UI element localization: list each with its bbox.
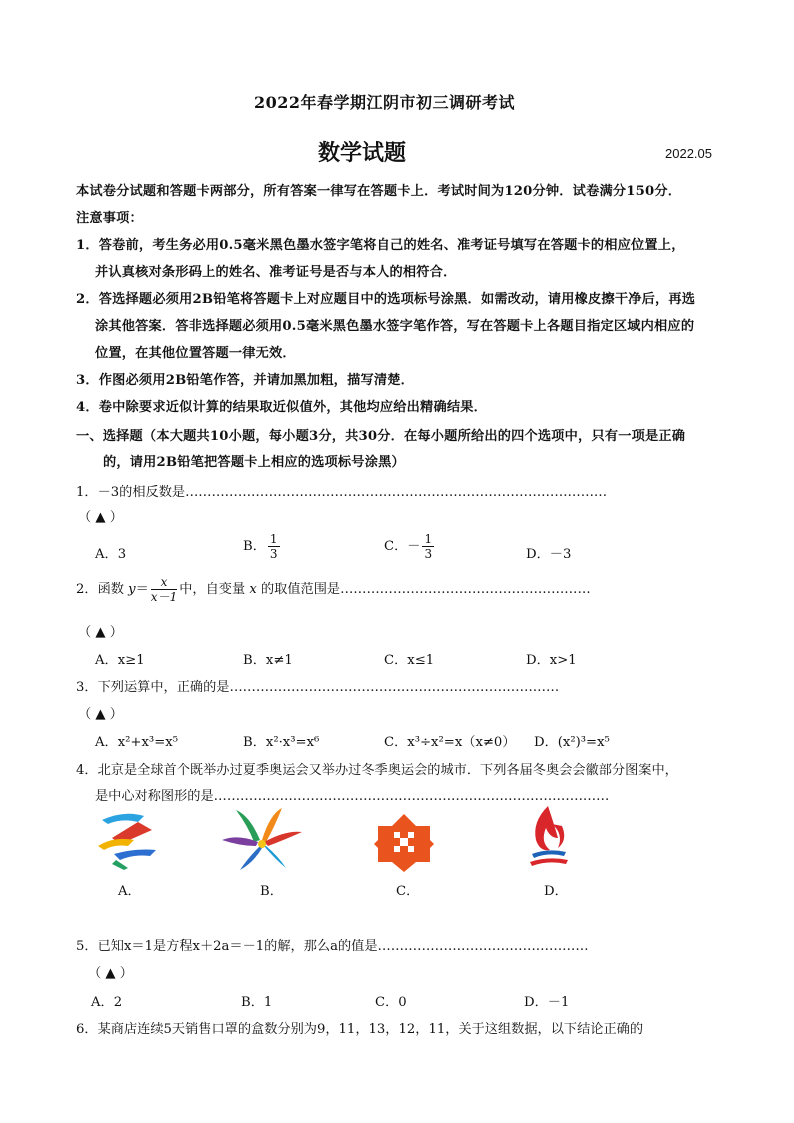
note-3: 3．作图必须用2B铅笔作答，并请加黑加粗，描写清楚． bbox=[76, 373, 415, 388]
q2-option-a: A．x≥1 bbox=[95, 653, 145, 668]
note-2-line-3: 位置，在其他位置答题一律无效． bbox=[95, 346, 296, 361]
q2-fraction bbox=[151, 576, 177, 603]
answer-blank: （ ▲ ） bbox=[78, 625, 123, 640]
answer-blank: （ ▲ ） bbox=[88, 966, 133, 981]
numerator: x bbox=[151, 576, 177, 590]
denominator: 3 bbox=[269, 547, 278, 561]
question-4-line-2: 是中心对称图形的是……………………………………………………………………………… bbox=[95, 789, 610, 804]
q1-option-b-prefix: B． bbox=[243, 539, 266, 554]
note-4: 4．卷中除要求近似计算的结果取近似值外，其他均应给出精确结果． bbox=[76, 400, 487, 415]
q4-option-b: B． bbox=[260, 884, 283, 899]
q2-stem-a: 2．函数 bbox=[76, 582, 124, 597]
note-1-line-2: 并认真核对条形码上的姓名、准考证号是否与本人的相符合． bbox=[95, 265, 457, 280]
note-2-line-2: 涂其他答案．答非选择题必须用0.5毫米黑色墨水签字笔作答，写在答题卡上各题目指定区域内相应的 bbox=[95, 319, 695, 334]
q1-option-a: A．3 bbox=[95, 547, 127, 562]
numerator: 1 bbox=[269, 532, 278, 546]
q5-option-c: C．0 bbox=[375, 995, 407, 1010]
q4-option-d: D． bbox=[544, 884, 568, 899]
question-1-stem: 1．－3的相反数是…………………………………………………………………………………… bbox=[76, 485, 608, 500]
question-5-stem: 5．已知x＝1是方程x＋2a＝－1的解，那么a的值是………………………………………… bbox=[76, 939, 589, 954]
q4-option-a: A． bbox=[118, 884, 141, 899]
q2-stem-c: 的取值范围是………………………………………………… bbox=[260, 582, 591, 597]
q2-var-y: y bbox=[128, 582, 136, 597]
q1-option-d: D．－3 bbox=[526, 547, 572, 562]
q3-option-a: A．x²+x³=x⁵ bbox=[95, 735, 178, 750]
exam-title: 2022年春学期江阴市初三调研考试 bbox=[254, 93, 516, 112]
q2-option-b: B．x≠1 bbox=[243, 653, 293, 668]
denominator: x－1 bbox=[150, 590, 178, 604]
emblem-c-icon bbox=[372, 812, 436, 872]
emblem-d-icon bbox=[524, 804, 572, 872]
q5-option-a: A．2 bbox=[91, 995, 123, 1010]
exam-date: 2022.05 bbox=[665, 146, 712, 161]
q1-option-b bbox=[243, 533, 282, 560]
q5-option-d: D．－1 bbox=[524, 995, 570, 1010]
q4-option-c: C． bbox=[396, 884, 420, 899]
q1-option-c-prefix: C．－ bbox=[384, 539, 421, 554]
q3-option-c: C．x³÷x²=x（x≠0） bbox=[384, 735, 516, 750]
question-3-stem: 3．下列运算中，正确的是………………………………………………………………… bbox=[76, 680, 560, 695]
notes-heading: 注意事项： bbox=[76, 211, 143, 226]
subject-title: 数学试题 bbox=[318, 140, 407, 166]
q2-stem-b: 中，自变量 bbox=[179, 582, 246, 597]
emblem-a-icon bbox=[94, 810, 162, 870]
section-heading-line-2: 的，请用2B铅笔把答题卡上相应的选项标号涂黑） bbox=[103, 455, 405, 470]
note-2-line-1: 2．答选择题必须用2B铅笔将答题卡上对应题目中的选项标号涂黑．如需改动，请用橡皮擦干净后，再选 bbox=[76, 292, 696, 307]
denominator: 3 bbox=[424, 547, 433, 561]
question-6-stem: 6．某商店连续5天销售口罩的盒数分别为9，11，13，12，11，关于这组数据，以下结论正确的 bbox=[76, 1022, 644, 1037]
q2-var-x: x bbox=[249, 582, 257, 597]
q3-option-d: D．(x²)³=x⁵ bbox=[534, 735, 610, 750]
fraction bbox=[268, 533, 280, 560]
emblem-b-icon bbox=[220, 806, 304, 872]
section-heading-line-1: 一、选择题（本大题共10小题，每小题3分，共30分．在每小题所给出的四个选项中，只有一项是正确 bbox=[76, 429, 686, 444]
q2-equals: ＝ bbox=[135, 582, 149, 597]
q3-option-b: B．x²·x³=x⁶ bbox=[243, 735, 320, 750]
numerator: 1 bbox=[424, 532, 433, 546]
answer-blank: （ ▲ ） bbox=[78, 510, 123, 525]
fraction bbox=[422, 533, 434, 560]
q5-option-b: B．1 bbox=[241, 995, 273, 1010]
question-4-line-1: 4．北京是全球首个既举办过夏季奥运会又举办过冬季奥运会的城市．下列各届冬奥会会徽部分图案中， bbox=[76, 763, 678, 778]
intro-text: 本试卷分试题和答题卡两部分，所有答案一律写在答题卡上．考试时间为120分钟．试卷满分150分． bbox=[76, 184, 682, 199]
question-2-stem bbox=[76, 576, 591, 603]
q2-option-d: D．x>1 bbox=[526, 653, 577, 668]
note-1-line-1: 1．答卷前，考生务必用0.5毫米黑色墨水签字笔将自己的姓名、准考证号填写在答题卡的相应位置上， bbox=[76, 238, 685, 253]
q2-option-c: C．x≤1 bbox=[384, 653, 435, 668]
answer-blank: （ ▲ ） bbox=[78, 707, 123, 722]
q1-option-c bbox=[384, 533, 436, 560]
